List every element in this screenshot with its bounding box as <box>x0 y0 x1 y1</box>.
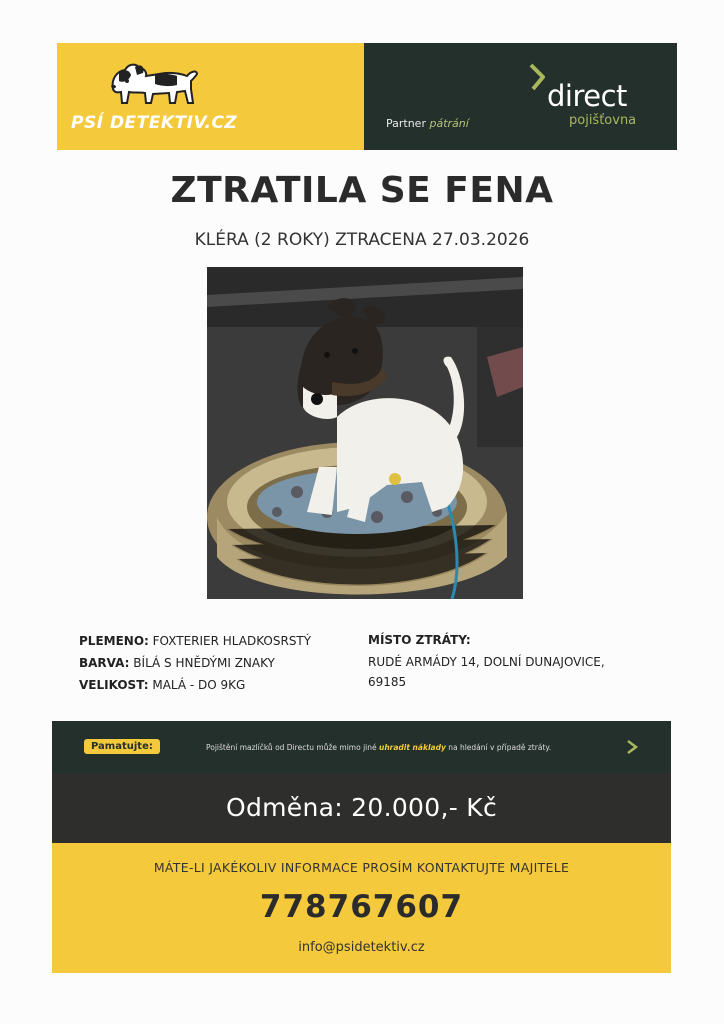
contact-instruction: MÁTE-LI JAKÉKOLIV INFORMACE PROSÍM KONTAKTUJTE MAJITELE <box>153 860 570 875</box>
insurance-notice <box>52 721 671 773</box>
reward-text: Odměna: 20.000,- Kč <box>225 793 498 822</box>
color-row <box>79 652 311 674</box>
breed-label: PLEMENO: <box>79 634 149 648</box>
remember-text: Pojištění mazlíčků od Directu může mimo jiné uhradit náklady na hledání v případě ztráty. <box>206 743 552 752</box>
poster-title: ZTRATILA SE FENA <box>170 170 554 211</box>
psi-detektiv-banner <box>57 43 364 150</box>
breed-value: FOXTERIER HLADKOSRSTÝ <box>152 634 312 648</box>
contact-band <box>52 843 671 973</box>
reward-band <box>52 773 671 843</box>
breed-row <box>79 630 311 652</box>
dog-details <box>79 630 311 696</box>
location-label: MÍSTO ZTRÁTY: <box>368 633 471 647</box>
partner-label: Partner pátrání <box>386 117 469 130</box>
contact-phone: 778767607 <box>259 889 464 925</box>
color-value: BÍLÁ S HNĚDÝMI ZNAKY <box>133 656 275 670</box>
remember-pill: Pamatujte: <box>84 739 160 754</box>
brand-left-text: PSÍ DETEKTIV.CZ <box>71 113 238 133</box>
contact-email: info@psidetektiv.cz <box>298 940 425 955</box>
partner-italic: pátrání <box>429 117 469 130</box>
dog-logo-icon <box>107 59 199 107</box>
color-label: BARVA: <box>79 656 130 670</box>
location-line2: 69185 <box>368 675 407 689</box>
chevron-right-icon <box>626 739 640 755</box>
remember-bold: uhradit náklady <box>378 743 446 752</box>
size-label: VELIKOST: <box>79 678 149 692</box>
size-row <box>79 674 311 696</box>
size-value: MALÁ - DO 9KG <box>152 678 246 692</box>
poster-subtitle: KLÉRA (2 ROKY) ZTRACENA 27.03.2026 <box>194 230 530 250</box>
dog-photo-illustration <box>207 267 523 599</box>
brand-right-text: direct <box>547 79 627 113</box>
brand-right-sub: pojišťovna <box>569 113 637 128</box>
location-line1: RUDÉ ARMÁDY 14, DOLNÍ DUNAJOVICE, <box>368 655 605 669</box>
dog-photo <box>207 267 523 599</box>
loss-location <box>368 630 628 692</box>
direct-banner <box>364 43 677 150</box>
